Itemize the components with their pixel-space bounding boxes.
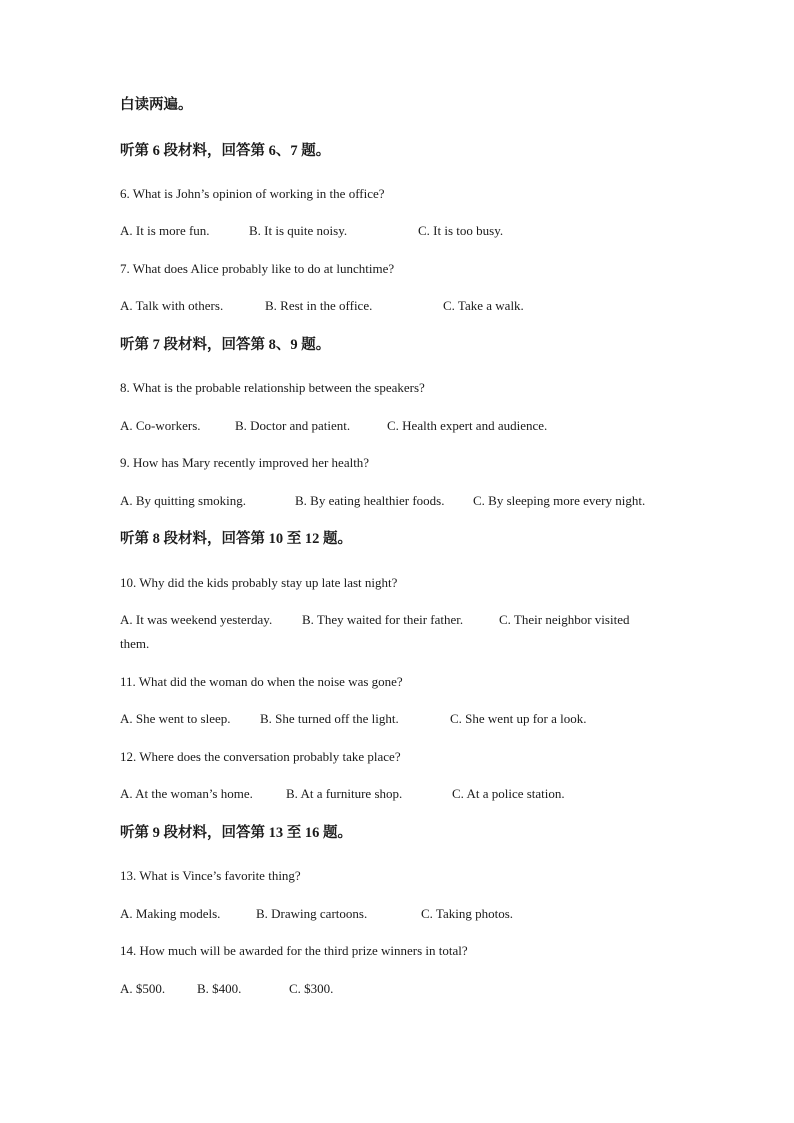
q7-option-b: B. Rest in the office.	[265, 298, 373, 313]
q13-option-c: C. Taking photos.	[421, 906, 514, 921]
q6-option-b: B. It is quite noisy.	[249, 223, 348, 238]
q6-option-c: C. It is too busy.	[418, 223, 504, 238]
question-13: 13. What is Vince’s favorite thing?	[120, 868, 301, 883]
q14-option-c: C. $300.	[289, 981, 334, 996]
intro-text: 白读两遍。	[120, 97, 193, 113]
section-heading: 听第 9 段材料，回答第 13 至 16 题。	[120, 825, 352, 841]
q11-option-a: A. She went to sleep.	[120, 711, 231, 726]
question-11: 11. What did the woman do when the noise was gone?	[120, 674, 403, 689]
q9-option-a: A. By quitting smoking.	[120, 493, 247, 508]
section-heading: 听第 8 段材料，回答第 10 至 12 题。	[120, 531, 352, 547]
q7-option-a: A. Talk with others.	[120, 298, 224, 313]
q8-option-b: B. Doctor and patient.	[235, 418, 351, 433]
section-heading: 听第 7 段材料，回答第 8、9 题。	[120, 337, 331, 353]
q9-option-c: C. By sleeping more every night.	[473, 493, 646, 508]
q12-option-a: A. At the woman’s home.	[120, 786, 253, 801]
question-10: 10. Why did the kids probably stay up late last night?	[120, 575, 398, 590]
q7-option-c: C. Take a walk.	[443, 298, 524, 313]
q13-option-a: A. Making models.	[120, 906, 221, 921]
q11-option-b: B. She turned off the light.	[260, 711, 399, 726]
question-8: 8. What is the probable relationship between the speakers?	[120, 380, 425, 395]
q13-option-b: B. Drawing cartoons.	[256, 906, 368, 921]
q10-option-b: B. They waited for their father.	[302, 612, 464, 627]
question-6: 6. What is John’s opinion of working in the office?	[120, 186, 385, 201]
q14-option-a: A. $500.	[120, 981, 166, 996]
q14-option-b: B. $400.	[197, 981, 242, 996]
question-7: 7. What does Alice probably like to do at lunchtime?	[120, 261, 395, 276]
question-14: 14. How much will be awarded for the third prize winners in total?	[120, 943, 468, 958]
q10-option-c: C. Their neighbor visited	[499, 612, 630, 627]
q12-option-c: C. At a police station.	[452, 786, 565, 801]
q10-option-a: A. It was weekend yesterday.	[120, 612, 273, 627]
q10-option-c-continued: them.	[120, 636, 150, 651]
q8-option-c: C. Health expert and audience.	[387, 418, 548, 433]
q12-option-b: B. At a furniture shop.	[286, 786, 403, 801]
section-heading: 听第 6 段材料，回答第 6、7 题。	[120, 143, 331, 159]
q9-option-b: B. By eating healthier foods.	[295, 493, 445, 508]
question-9: 9. How has Mary recently improved her health?	[120, 455, 370, 470]
question-12: 12. Where does the conversation probably take place?	[120, 749, 401, 764]
q6-option-a: A. It is more fun.	[120, 223, 210, 238]
q8-option-a: A. Co-workers.	[120, 418, 201, 433]
q11-option-c: C. She went up for a look.	[450, 711, 587, 726]
